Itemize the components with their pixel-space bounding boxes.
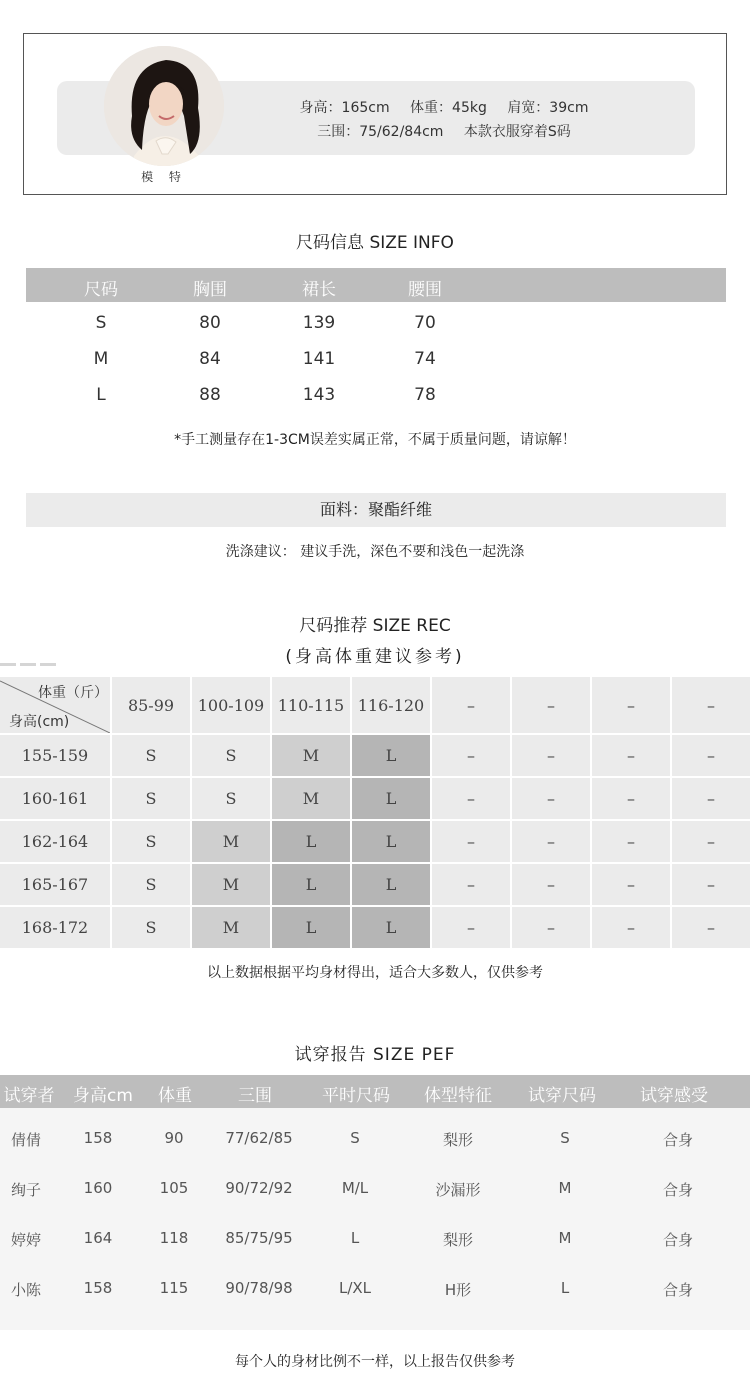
report-cell: 90/72/92 [225,1179,293,1197]
rec-size-cell: – [672,778,750,819]
rec-size-cell: M [192,907,270,948]
size-info-cell: 78 [414,385,436,405]
size-info-cell: S [95,313,107,333]
size-info-cell: 80 [199,313,221,333]
rec-size-cell: S [192,735,270,776]
size-info-header-cell: 胸围 [193,280,227,300]
report-note: 每个人的身材比例不一样，以上报告仅供参考 [235,1354,515,1370]
rec-size-cell: M [272,778,350,819]
report-cell: 85/75/95 [225,1229,293,1247]
rec-size-cell: S [112,821,190,862]
report-cell: L [350,1229,360,1247]
report-cell: 77/62/85 [225,1129,293,1147]
report-cell: 105 [159,1179,189,1197]
report-title: 试穿报告 SIZE PEF [294,1045,456,1065]
size-info-cell: 74 [414,349,436,369]
report-body [0,1108,750,1330]
report-cell: 倩倩 [10,1131,41,1149]
decor-dash [0,663,16,666]
report-cell: H形 [444,1281,472,1299]
wash-advice: 洗涤建议： 建议手洗，深色不要和浅色一起洗涤 [225,544,525,560]
rec-weight-header: – [592,677,670,733]
report-cell: M [558,1229,572,1247]
rec-size-cell: M [192,821,270,862]
model-measurements: 三围：75/62/84cm [317,124,444,140]
rec-size-cell: S [192,778,270,819]
model-weight: 体重：45kg [410,100,487,116]
rec-weight-header: – [512,677,590,733]
rec-size-cell: – [432,907,510,948]
size-info-row [26,304,726,340]
rec-corner-weight-label: 体重（斤） [38,685,108,701]
rec-weight-header: 100-109 [192,677,270,733]
fabric-label: 面料：聚酯纤维 [319,500,432,519]
rec-size-cell: S [112,864,190,905]
model-wearing-size: 本款衣服穿着S码 [463,124,571,140]
rec-size-cell: – [592,864,670,905]
rec-weight-header: 85-99 [112,677,190,733]
rec-weight-header: 110-115 [272,677,350,733]
model-shoulder: 肩宽：39cm [507,100,589,116]
report-cell: 婷婷 [10,1231,41,1249]
rec-height-label: 155-159 [0,735,110,776]
size-info-title: 尺码信息 SIZE INFO [296,233,454,253]
report-cell: 90/78/98 [225,1279,293,1297]
size-rec-title: 尺码推荐 SIZE REC [299,616,451,636]
report-cell: 合身 [662,1231,693,1249]
size-info-header-cell: 腰围 [408,280,442,300]
report-cell: 90 [164,1129,184,1147]
model-stats-line-2 [204,121,684,141]
rec-size-cell: – [512,735,590,776]
report-header-cell: 试穿感受 [640,1086,708,1106]
report-cell: 沙漏形 [435,1181,481,1199]
size-info-cell: 70 [414,313,436,333]
size-info-cell: 88 [199,385,221,405]
rec-size-cell: S [112,778,190,819]
rec-corner-cell [0,677,110,733]
report-cell: 合身 [662,1181,693,1199]
rec-size-cell: – [432,735,510,776]
report-header-cell: 体重 [158,1086,192,1106]
rec-size-cell: L [272,864,350,905]
size-info-row [26,340,726,376]
model-height: 身高：165cm [299,100,390,116]
report-cell: 合身 [662,1281,693,1299]
rec-size-cell: – [512,778,590,819]
rec-size-cell: – [672,907,750,948]
report-header-cell: 试穿者 [3,1086,55,1106]
size-info-header-cell: 裙长 [302,280,336,300]
rec-corner-height-label: 身高(cm) [9,714,70,730]
report-cell: S [350,1129,360,1147]
report-cell: M [558,1179,572,1197]
rec-size-cell: M [272,735,350,776]
size-rec-note: 以上数据根据平均身材得出，适合大多数人，仅供参考 [207,965,543,981]
size-info-cell: 139 [302,313,336,333]
rec-size-cell: – [432,864,510,905]
report-header-cell: 体型特征 [424,1086,492,1106]
report-cell: 158 [83,1279,113,1297]
size-info-cell: L [96,385,106,405]
decor-dash [40,663,56,666]
rec-size-cell: – [672,864,750,905]
size-info-header-cell: 尺码 [84,280,118,300]
size-info-cell: 143 [302,385,336,405]
rec-height-label: 165-167 [0,864,110,905]
rec-size-cell: – [512,821,590,862]
report-cell: 118 [159,1229,189,1247]
size-rec-grid [0,677,750,948]
rec-size-cell: L [352,735,430,776]
rec-height-label: 160-161 [0,778,110,819]
rec-size-cell: – [592,735,670,776]
size-info-cell: 141 [302,349,336,369]
report-cell: L/XL [338,1279,372,1297]
rec-size-cell: L [272,907,350,948]
report-header [0,1075,750,1108]
rec-weight-header: – [672,677,750,733]
rec-size-cell: S [112,907,190,948]
report-cell: 梨形 [442,1131,473,1149]
measurement-note: *手工测量存在1-3CM误差实属正常，不属于质量问题，请谅解！ [174,432,576,448]
rec-size-cell: – [432,778,510,819]
size-info-row [26,376,726,412]
report-header-cell: 身高cm [73,1086,133,1106]
size-info-cell: 84 [199,349,221,369]
report-cell: L [560,1279,570,1297]
report-header-cell: 试穿尺码 [528,1086,596,1106]
rec-size-cell: L [352,821,430,862]
rec-size-cell: S [112,735,190,776]
report-cell: 梨形 [442,1231,473,1249]
report-cell: 160 [83,1179,113,1197]
rec-size-cell: L [272,821,350,862]
rec-size-cell: L [352,864,430,905]
rec-height-label: 168-172 [0,907,110,948]
size-info-cell: M [93,349,109,369]
rec-weight-header: 116-120 [352,677,430,733]
rec-height-label: 162-164 [0,821,110,862]
rec-size-cell: – [432,821,510,862]
report-cell: 小陈 [10,1281,41,1299]
rec-size-cell: – [592,907,670,948]
rec-size-cell: – [592,778,670,819]
rec-size-cell: – [592,821,670,862]
rec-size-cell: – [512,864,590,905]
rec-size-cell: M [192,864,270,905]
report-cell: 合身 [662,1131,693,1149]
rec-size-cell: L [352,778,430,819]
report-cell: 绚子 [10,1181,41,1199]
model-stats-line-1 [204,97,684,117]
rec-weight-header: – [432,677,510,733]
rec-size-cell: – [672,821,750,862]
report-cell: 158 [83,1129,113,1147]
rec-size-cell: – [512,907,590,948]
report-cell: M/L [341,1179,369,1197]
size-info-header [26,268,726,302]
decor-dash [20,663,36,666]
rec-size-cell: – [672,735,750,776]
report-header-cell: 三围 [238,1086,272,1106]
size-rec-subtitle: (身高体重建议参考) [285,647,465,667]
model-caption: 模 特 [141,170,187,184]
rec-size-cell: L [352,907,430,948]
report-header-cell: 平时尺码 [322,1086,390,1106]
report-cell: S [560,1129,570,1147]
model-card [23,33,727,195]
fabric-bar [26,493,726,527]
report-cell: 115 [159,1279,189,1297]
report-cell: 164 [83,1229,113,1247]
